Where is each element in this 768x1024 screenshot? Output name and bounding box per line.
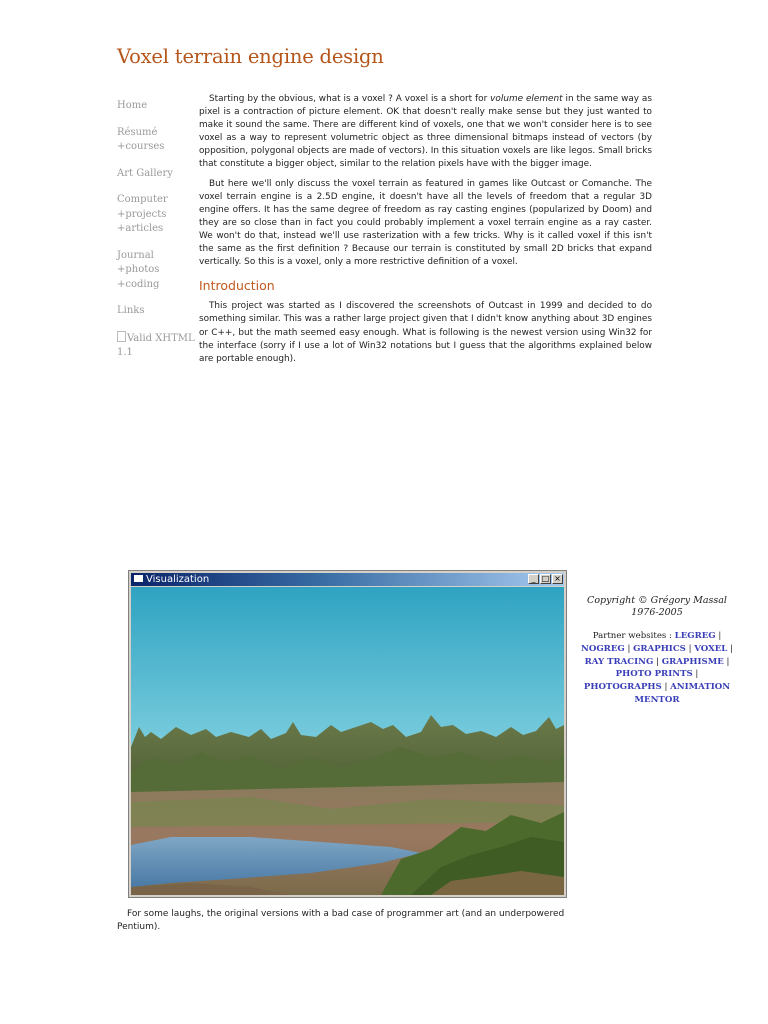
partner-link-graphisme[interactable]: GRAPHISME	[661, 656, 724, 667]
maximize-icon: □	[541, 574, 550, 583]
nav-resume-link[interactable]: Résumé +courses	[117, 126, 165, 152]
nav-links-link[interactable]: Links	[117, 305, 145, 316]
window-title: Visualization	[146, 574, 210, 585]
separator: |	[661, 682, 671, 693]
partner-link-voxel[interactable]: VOXEL	[694, 643, 728, 654]
nav-computer-link[interactable]: Computer +projects +articles	[117, 194, 168, 234]
separator: |	[715, 631, 722, 641]
sidebar-nav	[117, 99, 197, 361]
valid-xhtml-badge[interactable]	[117, 331, 197, 361]
window-titlebar	[131, 573, 564, 586]
page-title: Voxel terrain engine design	[117, 45, 384, 68]
broken-image-icon	[117, 331, 126, 342]
nav-art-gallery-link[interactable]: Art Gallery	[117, 167, 173, 179]
partner-link-photographs[interactable]: PHOTOGRAPHS	[583, 682, 662, 693]
visualization-screenshot	[128, 570, 567, 898]
separator: |	[685, 643, 695, 654]
nav-journal-link[interactable]: Journal +photos +coding	[117, 249, 160, 290]
partner-link-animation-mentor[interactable]: ANIMATION MENTOR	[634, 682, 731, 705]
partner-link-graphics[interactable]: GRAPHICS	[633, 643, 686, 654]
separator: |	[653, 656, 662, 667]
minimize-icon: _	[528, 574, 539, 584]
copyright-notice: Copyright © Grégory Massal 1976-2005	[587, 595, 727, 618]
footer-sidebar	[576, 595, 738, 707]
screenshot-caption: For some laughs, the original versions with a bad case of programmer art (and an underpowered Pentium).	[117, 909, 565, 932]
section-heading-introduction: Introduction	[199, 278, 275, 294]
separator: |	[727, 643, 733, 654]
terrain-render	[131, 587, 564, 895]
nav-home-link[interactable]: Home	[117, 100, 148, 111]
close-icon: ×	[552, 574, 563, 584]
partner-link-nogreg[interactable]: NOGREG	[581, 643, 625, 654]
separator: |	[692, 669, 699, 680]
window-controls	[528, 574, 563, 584]
article-body	[199, 93, 652, 372]
paragraph-1-emphasis: volume element	[490, 94, 563, 104]
paragraph-2: But here we'll only discuss the voxel terrain as featured in games like Outcast or Comanche. The voxel terrain engine is a 2.5D engine, it doesn't have all the levels of freedom that a regular 3D engine offers. It has the same degree of freedom as ray casting engines (popularized by Doom) and they are so close than in fact you could probably implement a voxel terrain engine as a ray caster. We won't do that, instead we'll use rasterization with a few tricks. Why is it called voxel if this isn't the same as the first definition ? Because our terrain is constituted by small 2D bricks that expand vertically. So this is a voxel, only a more restrictive definition of a voxel.	[199, 178, 652, 268]
paragraph-1-text-a: Starting by the obvious, what is a voxel ? A voxel is a short for	[209, 94, 491, 104]
partner-websites	[576, 630, 738, 707]
separator: |	[723, 656, 730, 667]
paragraph-1	[199, 93, 652, 172]
terrain-image	[131, 587, 564, 895]
partner-link-ray-tracing[interactable]: RAY TRACING	[584, 656, 654, 667]
separator: |	[624, 643, 634, 654]
paragraph-1-text-b: in the same way as pixel is a contraction of picture element. OK that doesn't really make sense but they just wanted to make it sound the same. There are different kind of voxels, one that we won't consider here is to see voxel as a way to represent volumetric object as three dimensional bitmaps instead of vectors (by opposition, polygonal objects are made of vectors). In this situation voxels are like legos. Small bricks that constitute a bigger object, similar to the relation pixels have with the bigger image.	[199, 94, 652, 170]
paragraph-3: This project was started as I discovered the screenshots of Outcast in 1999 and decided to do something similar. This was a rather large project given that I didn't know anything about 3D engines or C++, but the math seemed easy enough. What is following is the newest version using Win32 for the interface (sorry if I use a lot of Win32 notations but I guess that the algorithms explained below are portable enough).	[199, 301, 652, 364]
partner-link-photo-prints[interactable]: PHOTO PRINTS	[615, 669, 693, 680]
window-icon	[134, 575, 143, 582]
partners-label: Partner websites :	[592, 631, 675, 641]
partner-link-legreg[interactable]: LEGREG	[674, 631, 716, 641]
valid-xhtml-alt-text: Valid XHTML 1.1	[117, 332, 195, 358]
